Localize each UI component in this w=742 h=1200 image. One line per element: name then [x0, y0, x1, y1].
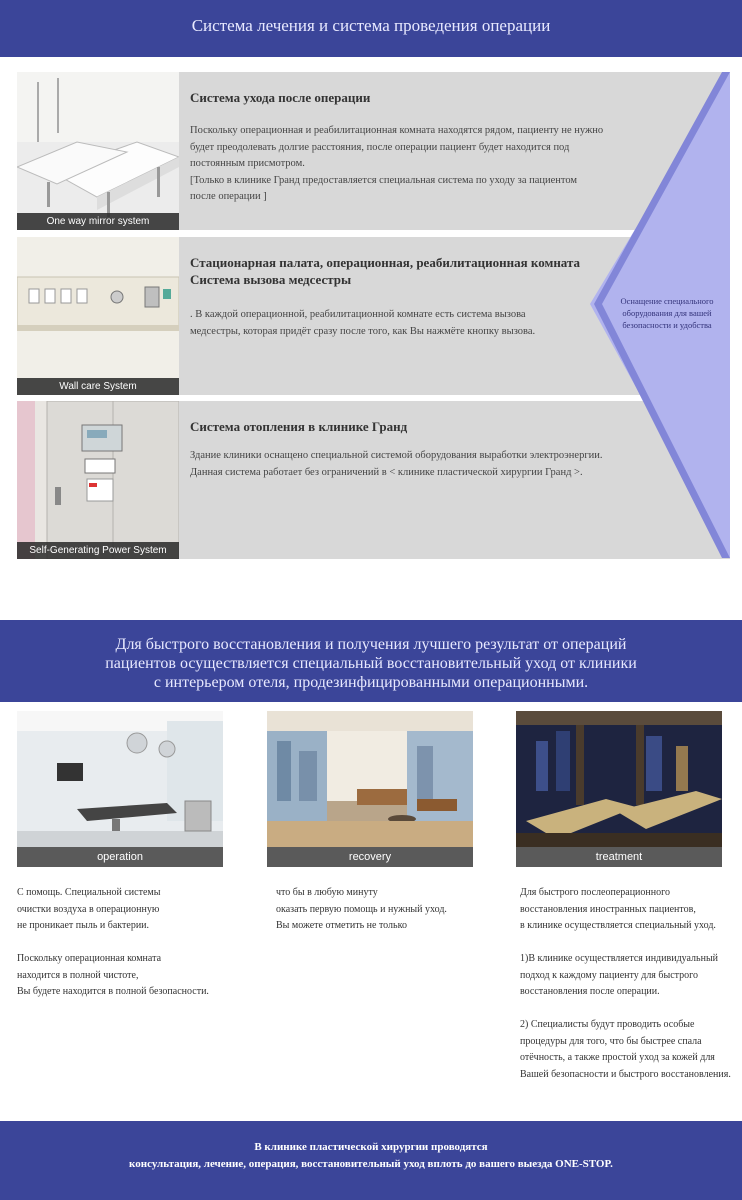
- row-description: . В каждой операционной, реабилитационной комнате есть система вызова медсестры, которая придёт сразу после того, как Вы нажмёте кнопку вызова.: [190, 309, 536, 337]
- treatment-room-photo: [516, 711, 722, 847]
- card-operation: [17, 711, 223, 867]
- card-recovery: [267, 711, 473, 867]
- power-cabinet-photo: [17, 401, 179, 559]
- photo-caption: Wall care System: [17, 378, 179, 395]
- operating-room-photo: [17, 711, 223, 847]
- photo-caption: One way mirror system: [17, 213, 179, 230]
- card-treatment: [516, 711, 722, 867]
- row-title: Система отопления в клинике Гранд: [190, 419, 408, 434]
- wall-panel-photo: [17, 237, 179, 395]
- row-description: Здание клиники оснащено специальной системой оборудования выработки электроэнергии. Данная система работает без ограничений в < клинике пластической хирургии Гранд >.: [190, 450, 603, 478]
- row-title: Система ухода после операции: [190, 90, 371, 105]
- operation-text: С помощь. Специальной системы очистки воздуха в операционную не проникает пыль и бактерии. Поскольку операционная комната находится в полной чистоте, Вы будете находится в полной безопасности.: [17, 887, 209, 997]
- row-title: Стационарная палата, операционная, реабилитационная комната Система вызова медсестры: [190, 255, 581, 287]
- treatment-text: Для быстрого послеоперационного восстановления иностранных пациентов, в клинике осуществляется специальный уход. 1)В клинике осуществляется индивидуальный подход к каждому пациенту для быстрого восстановления после операции. 2) Специалисты будут проводить особые процедуры для того, что бы быстрее спала отёчность, а также простой уход за кожей для Вашей безопасности и быстрого восстановления.: [520, 887, 731, 1080]
- chevron-caption: Оснащение специального оборудования для вашей безопасности и удобства: [620, 296, 714, 330]
- card-label: operation: [17, 847, 223, 867]
- page-title: Система лечения и система проведения операции: [191, 16, 551, 35]
- ward-beds-photo: [17, 72, 179, 230]
- recovery-lounge-photo: [267, 711, 473, 847]
- footer-text: В клинике пластической хирургии проводятся консультация, лечение, операция, восстановительный уход вплоть до вашего выезда ONE-STOP.: [129, 1141, 613, 1170]
- recovery-text: что бы в любую минуту оказать первую помощь и нужный уход. Вы можете отметить не только: [276, 887, 447, 931]
- header-band: [0, 0, 742, 57]
- photo-caption: Self-Generating Power System: [17, 542, 179, 559]
- card-label: recovery: [267, 847, 473, 867]
- card-label: treatment: [516, 847, 722, 867]
- middle-banner: [0, 620, 742, 702]
- footer-band: [0, 1121, 742, 1200]
- row-description: Поскольку операционная и реабилитационная комната находятся рядом, пациенту не нужно будет преодолевать долгие расстояния, после операции пациент будет находится под постоянным присмотром. [Только в клинике Гранд предоставляется специальная система по уходу за пациентом после операции ]: [190, 125, 604, 202]
- middle-banner-text: Для быстрого восстановления и получения лучшего результат от операций пациентов осуществляется специальный восстановительный уход от клиники с интерьером отеля, продезинфицированными операционными.: [105, 636, 637, 691]
